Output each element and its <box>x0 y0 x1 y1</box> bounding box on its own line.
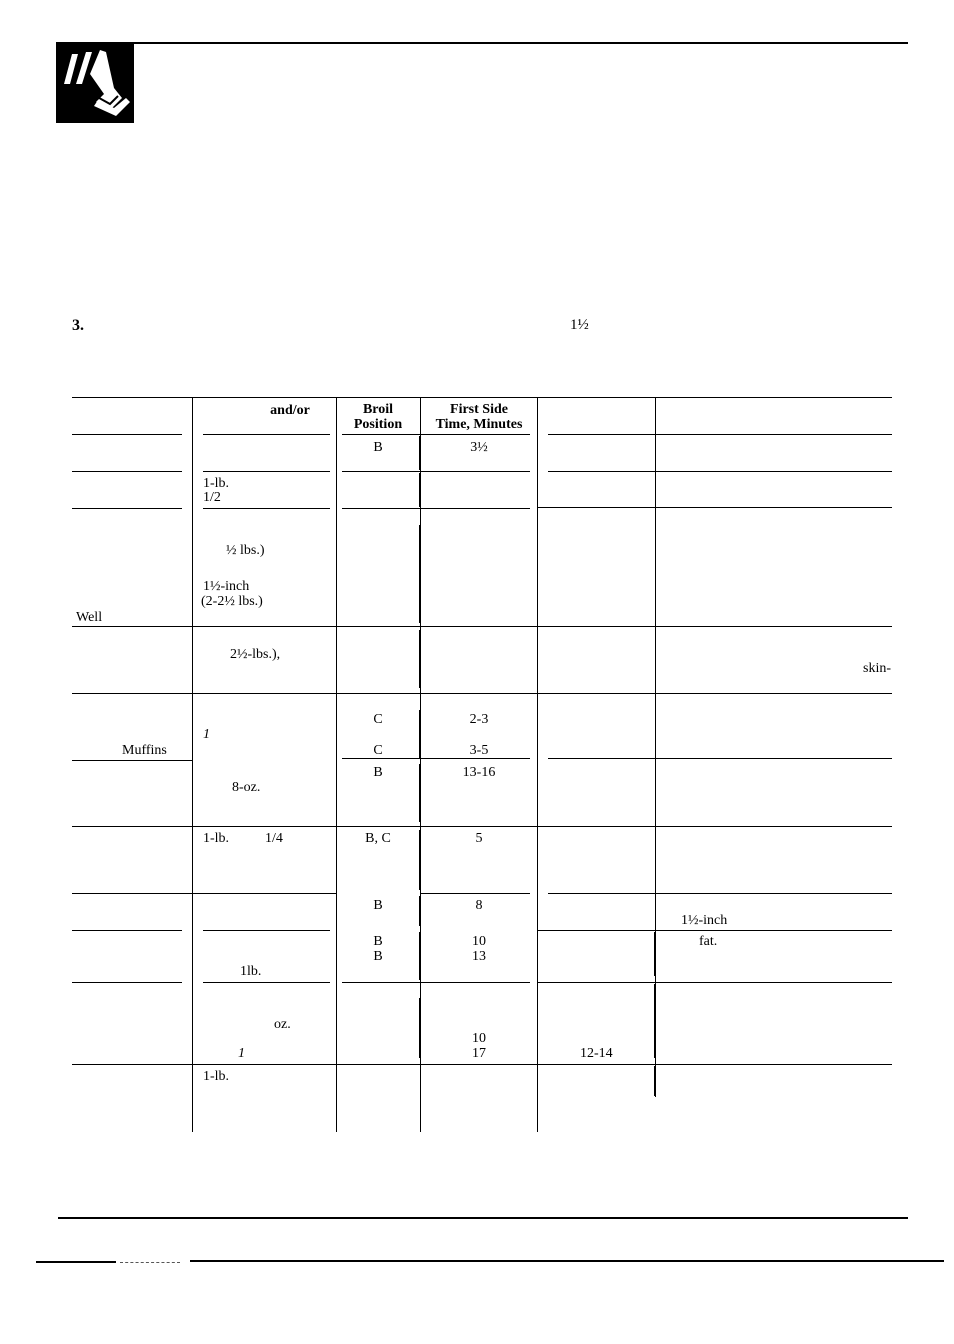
rule-7a <box>72 893 336 894</box>
cell-r4-amount: 2½-lbs.), <box>230 647 281 662</box>
col-divider-1 <box>192 397 193 1132</box>
logo <box>56 44 134 123</box>
rule-2-c1 <box>72 508 182 509</box>
rule-9c <box>342 982 530 983</box>
rule-h-c2 <box>203 434 330 435</box>
rule-8b <box>203 930 330 931</box>
cell-r3-food: Well <box>76 610 103 625</box>
step-number: 3. <box>72 317 84 334</box>
header-first-side-2: Time, Minutes <box>435 417 523 432</box>
rule-2-c3 <box>342 508 530 509</box>
rule-9a <box>72 982 182 983</box>
rule-7c <box>548 893 892 894</box>
cell-r7-amount-2: 1/4 <box>265 831 283 846</box>
cell-r3-amount-3: (2-2½ lbs.) <box>201 594 263 609</box>
header-rule <box>56 42 908 44</box>
cell-r6-time: 13-16 <box>462 765 496 780</box>
rule-7b <box>420 893 530 894</box>
cell-r9-time-1: 10 <box>472 934 486 949</box>
rule-2-c2 <box>203 508 330 509</box>
hand-pressing-button-icon <box>56 44 134 123</box>
rule-2-c5 <box>537 507 892 508</box>
cell-r8-position: B <box>373 898 383 913</box>
rule-5b <box>548 758 892 759</box>
cell-r1-position: B <box>373 440 383 455</box>
cell-r9-time-2: 13 <box>472 949 486 964</box>
comment-divider-r9 <box>654 932 656 976</box>
rule-5c <box>72 760 192 761</box>
rule-1-c5 <box>548 471 892 472</box>
pos-time-divider-r3 <box>419 525 421 623</box>
cell-r7-time: 5 <box>475 831 483 846</box>
rule-8a <box>72 930 182 931</box>
cell-r1-time: 3½ <box>470 440 488 455</box>
cell-r6-amount: 8-oz. <box>232 780 261 795</box>
pos-time-divider-r2 <box>419 473 421 507</box>
bottom-scan-rule-2 <box>190 1260 944 1262</box>
cell-r9-position-2: B <box>373 949 383 964</box>
cell-r2-amount-2: 1/2 <box>203 490 221 505</box>
step-fraction: 1½ <box>570 317 589 333</box>
cell-r3-amount-2: 1½-inch <box>203 579 250 594</box>
cell-r5-food: Muffins <box>122 743 167 758</box>
header-broil-position-1: Broil <box>362 402 394 417</box>
cell-r10-time-1: 10 <box>472 1031 486 1046</box>
cell-r10-amount-1: oz. <box>274 1017 291 1032</box>
cell-r9-position-1: B <box>373 934 383 949</box>
cell-r6-position: B <box>373 765 383 780</box>
cell-r7-amount-1: 1-lb. <box>203 831 230 846</box>
header-first-side-1: First Side <box>450 402 508 417</box>
rule-10 <box>72 1064 892 1065</box>
cell-r11-amount: 1-lb. <box>203 1069 230 1084</box>
rule-1-c1 <box>72 471 182 472</box>
cell-r2-amount-1: 1-lb. <box>203 476 230 491</box>
rule-8c <box>537 930 892 931</box>
table-top-rule <box>72 397 892 398</box>
cell-r5-position-1: C <box>373 712 383 727</box>
header-amount: and/or <box>270 403 310 418</box>
cell-r10-second-side: 12-14 <box>580 1046 613 1061</box>
rule-4 <box>72 693 892 694</box>
rule-3 <box>72 626 892 627</box>
cell-r4-comment: skin- <box>863 661 891 676</box>
cell-r10-amount-2: 1 <box>238 1046 245 1061</box>
comment-divider-r11 <box>654 1066 656 1096</box>
cell-r9-comment: fat. <box>699 934 718 949</box>
rule-9d <box>537 982 892 983</box>
rule-1-c3 <box>342 471 530 472</box>
cell-r8-time: 8 <box>475 898 483 913</box>
bottom-scan-rule-3 <box>120 1262 180 1263</box>
pos-time-divider-r4 <box>419 630 421 688</box>
cell-r9-amount: 1lb. <box>240 964 262 979</box>
cell-r5-position-2: C <box>373 743 383 758</box>
cell-r5-time-1: 2-3 <box>469 712 489 727</box>
header-broil-position-2: Position <box>353 417 403 432</box>
cell-r10-time-2: 17 <box>472 1046 486 1061</box>
rule-1-c2 <box>203 471 330 472</box>
rule-h-c1 <box>72 434 182 435</box>
cell-r7-position: B, C <box>365 831 391 846</box>
cell-r3-amount-1: ½ lbs.) <box>226 543 265 558</box>
rule-5a <box>342 758 530 759</box>
footer-rule <box>58 1217 908 1219</box>
cell-r8-comment: 1½-inch <box>681 913 728 928</box>
cell-r5-amount: 1 <box>203 727 210 742</box>
rule-h-c5 <box>548 434 892 435</box>
rule-6 <box>72 826 892 827</box>
bottom-scan-rule-1 <box>36 1261 116 1263</box>
rule-9b <box>203 982 330 983</box>
rule-h-c3 <box>342 434 530 435</box>
cell-r5-time-2: 3-5 <box>469 743 489 758</box>
comment-divider-r10 <box>654 984 656 1058</box>
